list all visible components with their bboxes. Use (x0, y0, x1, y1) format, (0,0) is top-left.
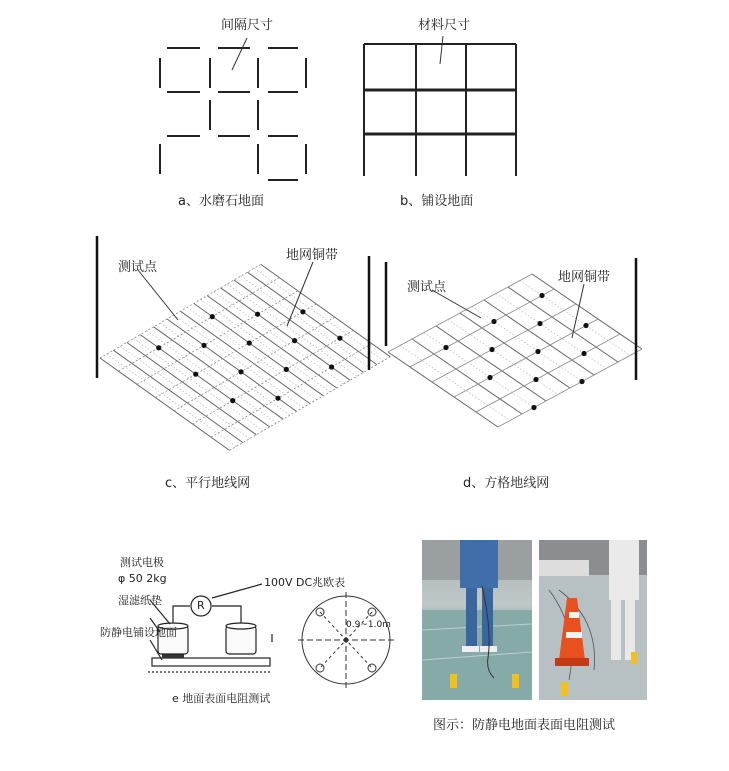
photo-left (422, 540, 532, 700)
grid-c-dotted-line (160, 323, 289, 415)
grid-c-dotted-line (227, 284, 356, 376)
parallel-ground-grid (100, 264, 390, 450)
panel-a-caption: a、水磨石地面 (178, 194, 264, 209)
grid-d-strip-line (508, 287, 618, 362)
grid-d-strip-line (460, 313, 570, 388)
grid-c-test-point-dot (337, 336, 342, 341)
grid-d-test-point-dot (491, 319, 496, 324)
floor-label: 防静电铺设地面 (100, 626, 177, 639)
grid-d-dotted-line (400, 346, 510, 421)
grid-d-strip-line (436, 326, 546, 401)
grid-c-strip-line (100, 358, 230, 450)
grid-d-test-point-dot (581, 351, 586, 356)
grid-d-strip-line (412, 339, 522, 414)
grid-c-test-point-dot (201, 343, 206, 348)
grid-d-test-point-dot (533, 377, 538, 382)
grid-c-dotted-line (201, 300, 331, 392)
annotation-leader-b (440, 36, 443, 64)
grid-d-test-point-dot (489, 347, 494, 352)
grid-d-test-point-dot (443, 345, 448, 350)
grid-c-dotted-line (254, 268, 384, 360)
floor-slab (152, 658, 270, 666)
meter-label: 100V DC兆欧表 (264, 576, 346, 589)
grid-c-test-point-dot (247, 340, 252, 345)
grid-d-dotted-line (496, 294, 606, 369)
electrode-right (226, 626, 256, 654)
grid-c-test-point-dot (255, 312, 260, 317)
grid-c-cross-line (137, 291, 298, 385)
photo-left-scene (422, 540, 532, 700)
annotation-leader-a (232, 38, 247, 70)
grid-d-dotted-line (472, 307, 582, 382)
grid-c-test-point-dot (292, 338, 297, 343)
grid-c-strip-line (234, 280, 364, 372)
distance-label: 0.9~1.0m (346, 620, 391, 630)
grid-c-cross-line (193, 330, 354, 424)
grid-c-cross-line (230, 357, 391, 451)
grid-c-cross-line (100, 264, 261, 358)
grid-c-cross-line (156, 304, 317, 398)
grid-d-test-point-dot (539, 293, 544, 298)
electrode-plan-view (298, 592, 394, 688)
grid-c-strip-line (180, 311, 310, 403)
leader-test-point-c (138, 270, 178, 320)
grid-c-dotted-line (120, 346, 250, 438)
panel-e-caption: e 地面表面电阻测试 (172, 692, 271, 705)
electrode-label: 测试电极 (120, 556, 164, 569)
photos-caption: 图示：防静电地面表面电阻测试 (433, 718, 616, 733)
panel-c-test-point-label: 测试点 (118, 260, 158, 275)
grid-c-test-point-dot (230, 398, 235, 403)
panel-b-annotation: 材料尺寸 (418, 18, 471, 33)
grid-c-test-point-dot (238, 369, 243, 374)
grid-c-test-point-dot (156, 345, 161, 350)
grid-d-dotted-line (424, 333, 534, 408)
grid-c-cross-line (174, 317, 335, 411)
grid-d-test-point-dot (531, 405, 536, 410)
panel-d-test-point-label: 测试点 (407, 280, 447, 295)
grid-d-test-point-dot (579, 379, 584, 384)
panel-d-copper-label: 地网铜带 (558, 270, 611, 285)
grid-c-test-point-dot (300, 309, 305, 314)
grid-c-dotted-line (147, 331, 277, 423)
grid-c-test-point-dot (329, 364, 334, 369)
grid-c-test-point-dot (210, 314, 215, 319)
grid-c-strip-line (247, 272, 377, 364)
grid-d-strip-line (388, 352, 498, 427)
grid-c-test-point-dot (193, 372, 198, 377)
grid-d-test-point-dot (487, 375, 492, 380)
grid-c-dotted-line (241, 276, 371, 368)
square-ground-grid (388, 274, 642, 427)
grid-c-strip-line (127, 342, 256, 434)
grid-d-test-point-dot (535, 349, 540, 354)
meter-symbol-label: R (197, 599, 205, 612)
panel-b-caption: b、铺设地面 (400, 194, 474, 209)
grid-c-test-point-dot (284, 367, 289, 372)
grid-d-test-point-dot (537, 321, 542, 326)
panel-c-copper-label: 地网铜带 (286, 248, 339, 263)
grid-d-test-point-dot (583, 323, 588, 328)
panel-c-caption: c、平行地线网 (165, 476, 251, 491)
photo-right (539, 540, 647, 700)
grid-c-strip-line (113, 350, 243, 442)
grid-c-strip-line (261, 264, 391, 356)
grid-c-dotted-line (134, 339, 264, 431)
grid-c-dotted-line (187, 307, 317, 399)
grid-c-dotted-line (107, 354, 237, 446)
photo-right-scene (539, 540, 647, 700)
grid-c-strip-line (154, 327, 284, 419)
grid-d-dotted-line (448, 320, 558, 395)
grid-c-dotted-line (174, 315, 304, 407)
electrode-spec: φ 50 2kg (118, 572, 167, 585)
filter-paper-label: 湿滤纸垫 (118, 594, 162, 607)
panel-d-caption: d、方格地线网 (463, 476, 550, 491)
grid-c-cross-line (119, 278, 280, 372)
grid-d-strip-line (532, 274, 642, 349)
grid-d-dotted-line (520, 281, 630, 356)
panel-a-annotation: 间隔尺寸 (221, 18, 274, 33)
grid-c-cross-line (211, 344, 372, 438)
grid-c-dotted-line (214, 292, 344, 384)
grid-c-strip-line (207, 296, 337, 388)
grid-c-test-point-dot (275, 396, 280, 401)
